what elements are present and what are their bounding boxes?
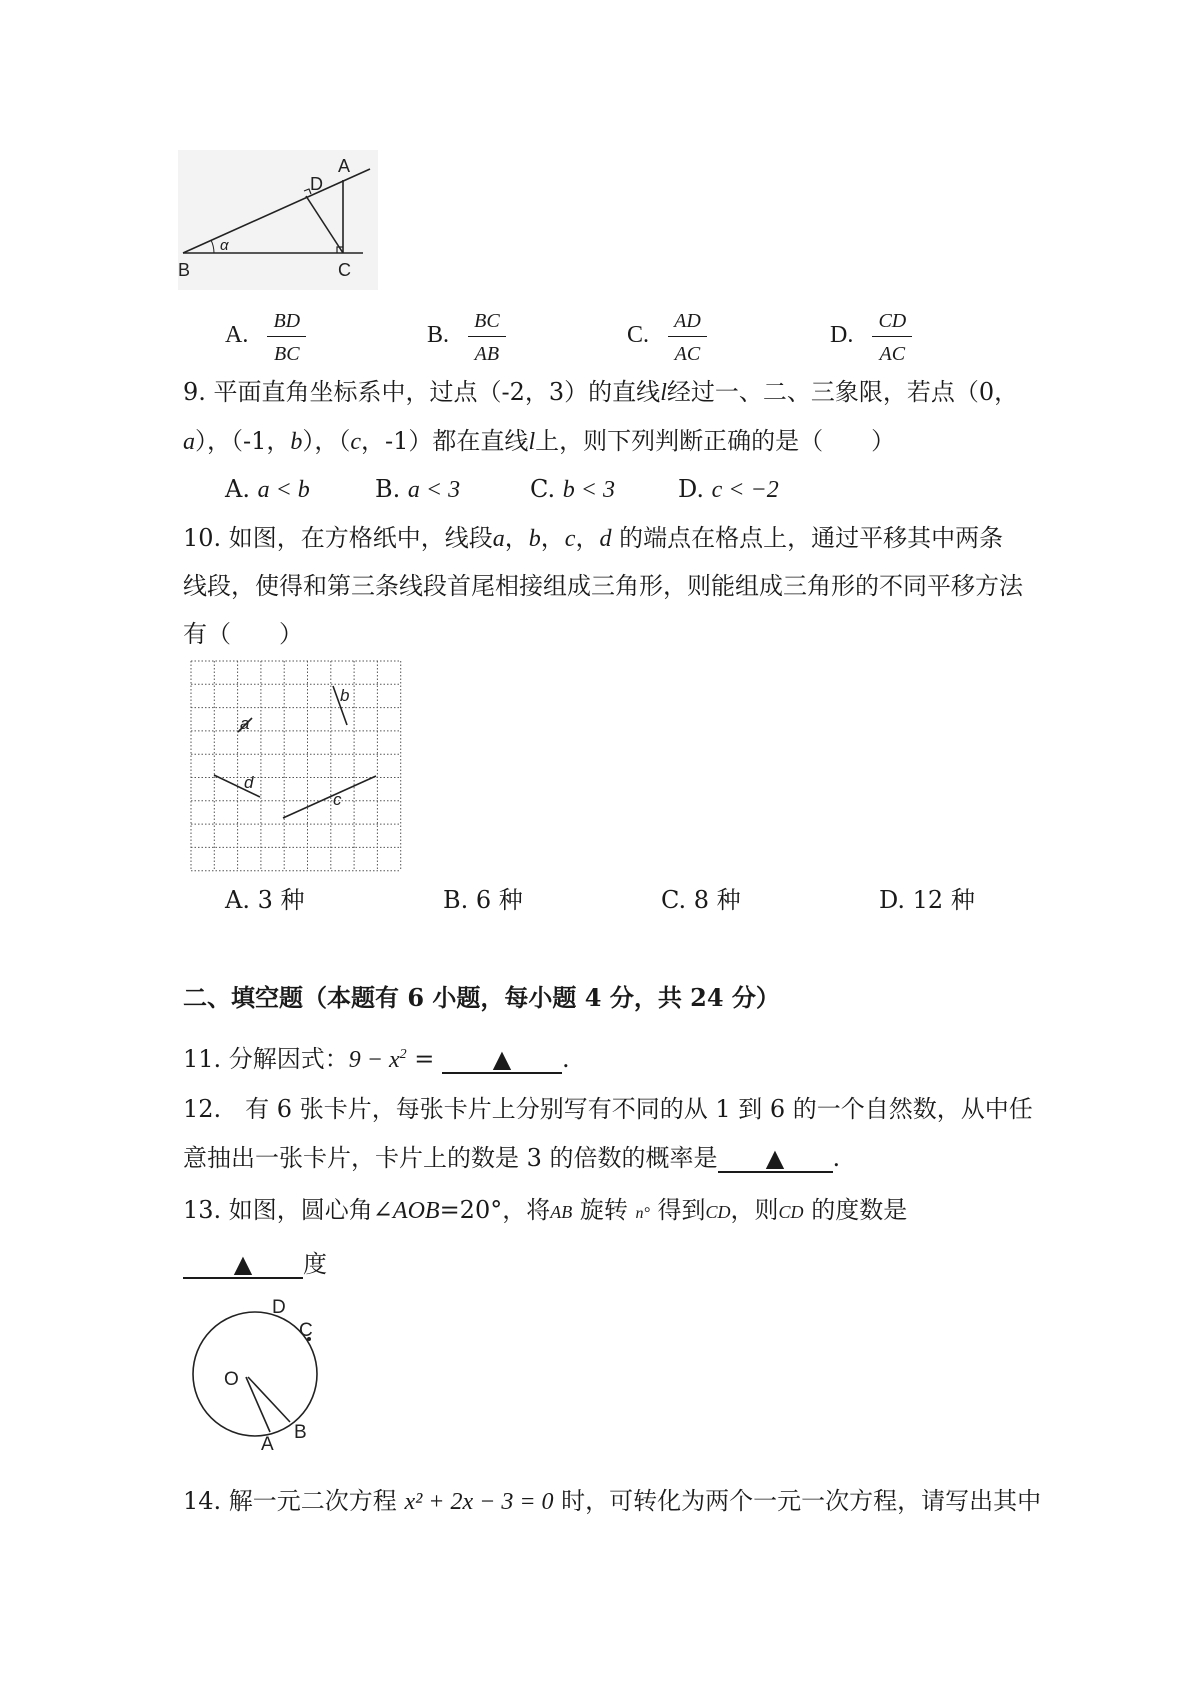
q10-grid-figure: [190, 660, 402, 872]
q10-line-2: [183, 571, 1023, 601]
q8-triangle-figure: [178, 150, 378, 290]
q10-option-c: C. 8 种: [661, 886, 741, 914]
label-alpha: α: [220, 237, 229, 254]
fraction: [668, 310, 707, 365]
option-expr: a < 3: [407, 477, 461, 503]
section-heading: 二、填空题（本题有 6 小题，每小题 4 分，共 24 分）: [183, 983, 780, 1012]
var-n: n°: [635, 1205, 650, 1222]
answer-blank: ▲: [183, 1251, 303, 1279]
var-a: a: [183, 429, 195, 455]
q13-unit: 度: [303, 1250, 327, 1278]
label-B: B: [178, 260, 191, 280]
answer-blank: ▲: [442, 1046, 562, 1074]
q11-equals: =: [406, 1045, 443, 1073]
option-expr: b < 3: [562, 477, 615, 503]
q12-text: 意抽出一张卡片，卡片上的数是 3 的倍数的概率是: [183, 1144, 718, 1172]
q10-text: 10. 如图，在方格纸中，线段: [183, 524, 493, 552]
q13-text: 旋转: [572, 1196, 636, 1224]
q11-period: .: [562, 1045, 570, 1073]
q9-option-d: [678, 474, 779, 505]
q13-text: 得到: [649, 1196, 706, 1224]
segment-label-a: a: [240, 714, 250, 733]
q12-period: .: [832, 1144, 841, 1172]
label-A: A: [261, 1434, 274, 1452]
q10-option-d: D. 12 种: [879, 886, 975, 914]
q13-circle-figure: [180, 1292, 340, 1452]
grid-lines: [191, 661, 401, 871]
q9-text: ），（: [302, 427, 351, 455]
q9-text: ），（-1，: [195, 427, 291, 455]
q9-option-c: [530, 474, 678, 505]
q9-text: 经过一、二、三象限，若点（0，: [666, 378, 1019, 406]
q14-text: 14. 解一元二次方程: [183, 1487, 405, 1515]
q10-line-3: [183, 619, 303, 649]
q11-expr: 9 − x: [348, 1047, 400, 1073]
separator: ，: [504, 524, 529, 552]
q13-line-2: [183, 1249, 327, 1279]
label-D: D: [272, 1297, 286, 1318]
q10-text: 线段，使得和第三条线段首尾相接组成三角形，则能组成三角形的不同平移方法: [183, 572, 1023, 600]
q9-option-b: [375, 474, 530, 505]
q8-option-b: [427, 310, 506, 365]
label-O: O: [224, 1369, 239, 1390]
var-a: a: [492, 526, 505, 552]
q8-option-a: [225, 310, 306, 365]
q10-text: 的端点在格点上，通过平移其中两条: [611, 524, 1004, 552]
q8-option-c: [627, 310, 707, 365]
q11-text: 11. 分解因式：: [183, 1045, 349, 1073]
option-label: C.: [627, 322, 650, 348]
segment-label-b: b: [340, 686, 350, 705]
q13-text: ，则: [730, 1196, 779, 1224]
arc-cd: CD: [778, 1202, 804, 1222]
segment-label-d: d: [244, 773, 254, 792]
q13-text: 的度数是: [803, 1196, 908, 1224]
var-b: b: [528, 526, 541, 552]
option-expr: c < −2: [711, 477, 779, 503]
option-label: D.: [678, 475, 705, 503]
label-C: C: [299, 1320, 313, 1341]
q11-line: [183, 1040, 570, 1075]
q11-superscript: 2: [399, 1047, 407, 1062]
option-expr: a < b: [257, 477, 310, 503]
fraction: [468, 310, 506, 365]
var-c: c: [350, 429, 362, 455]
q13-text: =20°，将: [439, 1196, 551, 1224]
q12-line-1: 12. 有 6 张卡片，每张卡片上分别写有不同的从 1 到 6 的一个自然数，从中任: [183, 1095, 1033, 1123]
q14-line: [183, 1486, 1041, 1517]
q10-option-a: A. 3 种: [225, 886, 305, 914]
fraction-denominator: BC: [273, 343, 300, 365]
fraction-denominator: AB: [474, 343, 500, 365]
q13-text: 13. 如图，圆心角∠: [183, 1196, 393, 1224]
var-l: l: [660, 380, 667, 406]
fraction: [267, 310, 306, 365]
fraction: [872, 310, 912, 365]
label-C: C: [338, 260, 351, 280]
q9-line-1: [183, 377, 1018, 408]
q13-angle: AOB: [392, 1198, 440, 1224]
var-b: b: [290, 429, 303, 455]
option-label: A.: [225, 475, 250, 503]
q14-equation: x² + 2x − 3 = 0: [404, 1489, 554, 1515]
q9-text: 9. 平面直角坐标系中，过点（-2，3）的直线: [183, 378, 661, 406]
option-label: B.: [375, 475, 401, 503]
q12-line-2: [183, 1143, 840, 1173]
q9-option-a: [225, 474, 375, 505]
q10-option-b: B. 6 种: [443, 886, 523, 914]
arc-ab: AB: [550, 1202, 573, 1222]
fraction-numerator: AD: [668, 310, 707, 337]
q14-text: 时，可转化为两个一元一次方程，请写出其中: [553, 1487, 1042, 1515]
q9-text: ，-1）都在直线: [361, 427, 529, 455]
q9-options: [225, 474, 779, 505]
option-label: C.: [530, 475, 556, 503]
var-l: l: [528, 429, 536, 455]
fraction-denominator: AC: [879, 343, 906, 365]
q10-options: [225, 885, 975, 915]
separator: ，: [575, 524, 600, 552]
fraction-denominator: AC: [674, 343, 701, 365]
q10-line-1: [183, 523, 1003, 554]
q10-text: 有（ ）: [183, 620, 303, 648]
label-A: A: [338, 156, 351, 176]
label-B: B: [294, 1422, 307, 1443]
q8-option-d: [830, 310, 912, 365]
fraction-numerator: CD: [872, 310, 912, 337]
q13-line-1: [183, 1195, 907, 1229]
fraction-numerator: BC: [468, 310, 506, 337]
separator: ，: [540, 524, 565, 552]
segment-label-c: c: [333, 790, 342, 809]
arc-cd: CD: [705, 1202, 731, 1222]
var-d: d: [599, 526, 612, 552]
label-D: D: [310, 174, 323, 194]
option-label: B.: [427, 322, 450, 348]
fraction-numerator: BD: [267, 310, 306, 337]
answer-blank: ▲: [718, 1145, 833, 1173]
q9-line-2: [183, 426, 895, 457]
option-label: A.: [225, 322, 249, 348]
var-c: c: [564, 526, 576, 552]
q9-text: 上，则下列判断正确的是（ ）: [535, 427, 896, 455]
option-label: D.: [830, 322, 854, 348]
